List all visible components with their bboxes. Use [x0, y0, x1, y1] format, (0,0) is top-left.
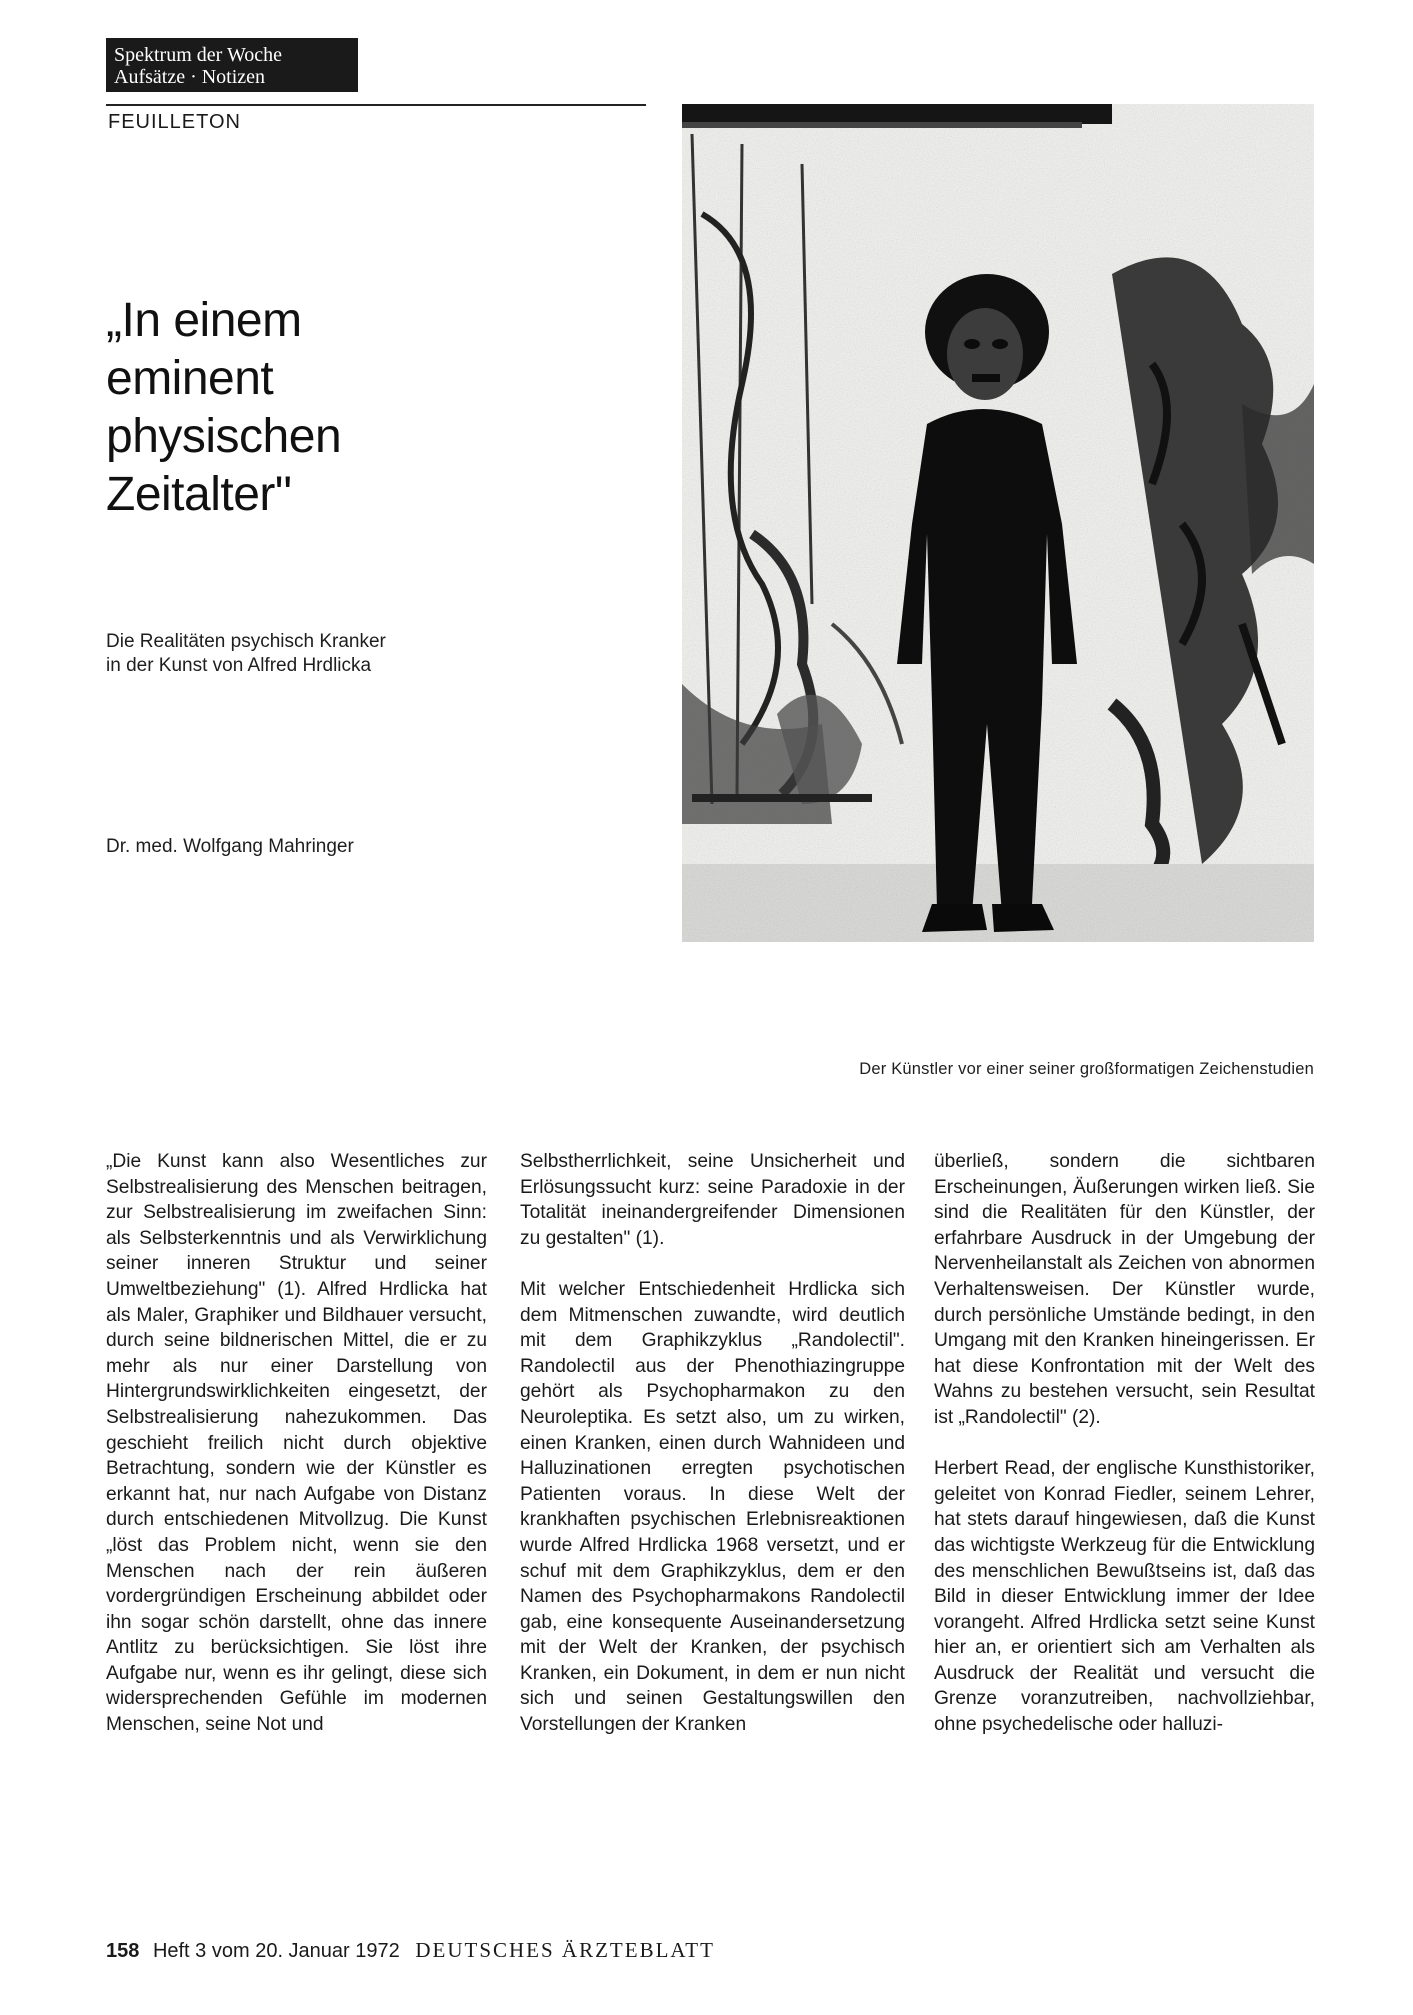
page-number: 158 — [106, 1940, 140, 1962]
author-byline: Dr. med. Wolfgang Mahringer — [106, 836, 354, 857]
section-label: FEUILLETON — [108, 111, 241, 133]
subhead-line-1: Die Realitäten psychisch Kranker — [106, 631, 386, 652]
paragraph: überließ, sondern die sichtbaren Erscheinungen, Äußerungen wirken ließ. Sie sind die Realitäten für den Künstler, der erfahrbare Ausdruck in der Umgebung der Nervenheilanstalt als Zeichen von abnormen Verhaltensweisen. Der Künstler wurde, durch persönliche Umstände bedingt, in den Umgang mit den Kranken hineingerissen. Er hat diese Konfrontation mit der Welt des Wahns zu bestehen versucht, sein Resultat ist „Randolectil" (2). — [934, 1151, 1315, 1428]
artist-photo — [682, 104, 1314, 1022]
paragraph: Herbert Read, der englische Kunsthistoriker, geleitet von Konrad Fiedler, seinem Lehrer, hat stets darauf hingewiesen, daß die Kunst das wichtigste Werkzeug für die Entwicklung des menschlichen Bewußtseins ist, daß das Bild in dieser Entwicklung immer der Idee vorangeht. Alfred Hrdlicka setzt seine Kunst hier an, er orientiert sich am Verhalten als Ausdruck der Realität und versucht die Grenze voranzutreiben, nachvollziehbar, ohne psychedelische oder halluzi- — [934, 1458, 1315, 1736]
body-column-3 — [934, 1149, 1315, 1763]
headline-line-4: Zeitalter" — [106, 468, 292, 521]
paragraph: Selbstherrlichkeit, seine Unsicherheit und Erlösungssucht kurz: seine Paradoxie in der Totalität ineinandergreifender Dimensionen zu gestalten" (1). — [520, 1151, 905, 1249]
headline-line-2: eminent — [106, 352, 274, 405]
artist-photo-graphic — [682, 104, 1314, 1022]
top-rule — [106, 104, 646, 106]
headline-line-3: physischen — [106, 410, 342, 463]
article-subhead — [106, 630, 506, 678]
headline-line-1: „In einem — [106, 294, 302, 347]
issue-info: Heft 3 vom 20. Januar 1972 — [152, 1940, 400, 1962]
body-column-1 — [106, 1149, 487, 1763]
photo-caption: Der Künstler vor einer seiner großformatigen Zeichenstudien — [859, 1060, 1314, 1078]
masthead-line-2: Aufsätze · Notizen — [114, 66, 266, 88]
page-footer — [106, 1938, 715, 1963]
paragraph: Mit welcher Entschiedenheit Hrdlicka sich dem Mitmenschen zuwandte, wird deutlich mit dem Graphikzyklus „Randolectil". Randolectil aus der Phenothiazingruppe gehört als Psychopharmakon zu den Neuroleptika. Es setzt also, um zu wirken, einen Kranken, einen durch Wahnideen und Halluzinationen erregten psychotischen Patienten voraus. In diese Welt der krankhaften psychischen Erlebnisreaktionen wurde Alfred Hrdlicka 1968 versetzt, und er schuf mit dem Graphikzyklus, dem er den Namen des Psychopharmakons Randolectil gab, eine konsequente Auseinandersetzung mit der Welt der Kranken, der psychisch Kranken, ein Dokument, in dem er nun nicht sich und seinen Gestaltungswillen den Vorstellungen der Kranken — [520, 1278, 905, 1736]
masthead — [106, 38, 358, 92]
subhead-line-2: in der Kunst von Alfred Hrdlicka — [106, 655, 372, 676]
journal-name: DEUTSCHES ÄRZTEBLATT — [415, 1938, 715, 1962]
body-column-2 — [520, 1149, 905, 1763]
masthead-line-1: Spektrum der Woche — [114, 44, 282, 66]
article-headline — [106, 292, 466, 524]
paragraph: „Die Kunst kann also Wesentliches zur Selbstrealisierung des Menschen beitragen, zur Selbstrealisierung im zweifachen Sinn: als Selbsterkenntnis und als Verwirklichung seiner inneren Struktur und seiner Umweltbeziehung" (1). Alfred Hrdlicka hat als Maler, Graphiker und Bildhauer versucht, durch seine bildnerischen Mittel, die er zu mehr als nur einer Darstellung von Hintergrundswirklichkeiten eingesetzt, der Selbstrealisierung nahezukommen. Das geschieht freilich nicht durch objektive Betrachtung, sondern wie der Künstler es erkannt hat, nur nach Aufgabe von Distanz durch entschiedenen Mitvollzug. Die Kunst „löst das Problem nicht, wenn sie den Menschen nach der rein äußeren vordergründigen Erscheinung abbildet oder ihn sogar schön darstellt, ohne das innere Antlitz zu berücksichtigen. Sie löst ihre Aufgabe nur, wenn es ihr gelingt, diese sich widersprechenden Gefühle im modernen Menschen, seine Not und — [106, 1151, 487, 1736]
